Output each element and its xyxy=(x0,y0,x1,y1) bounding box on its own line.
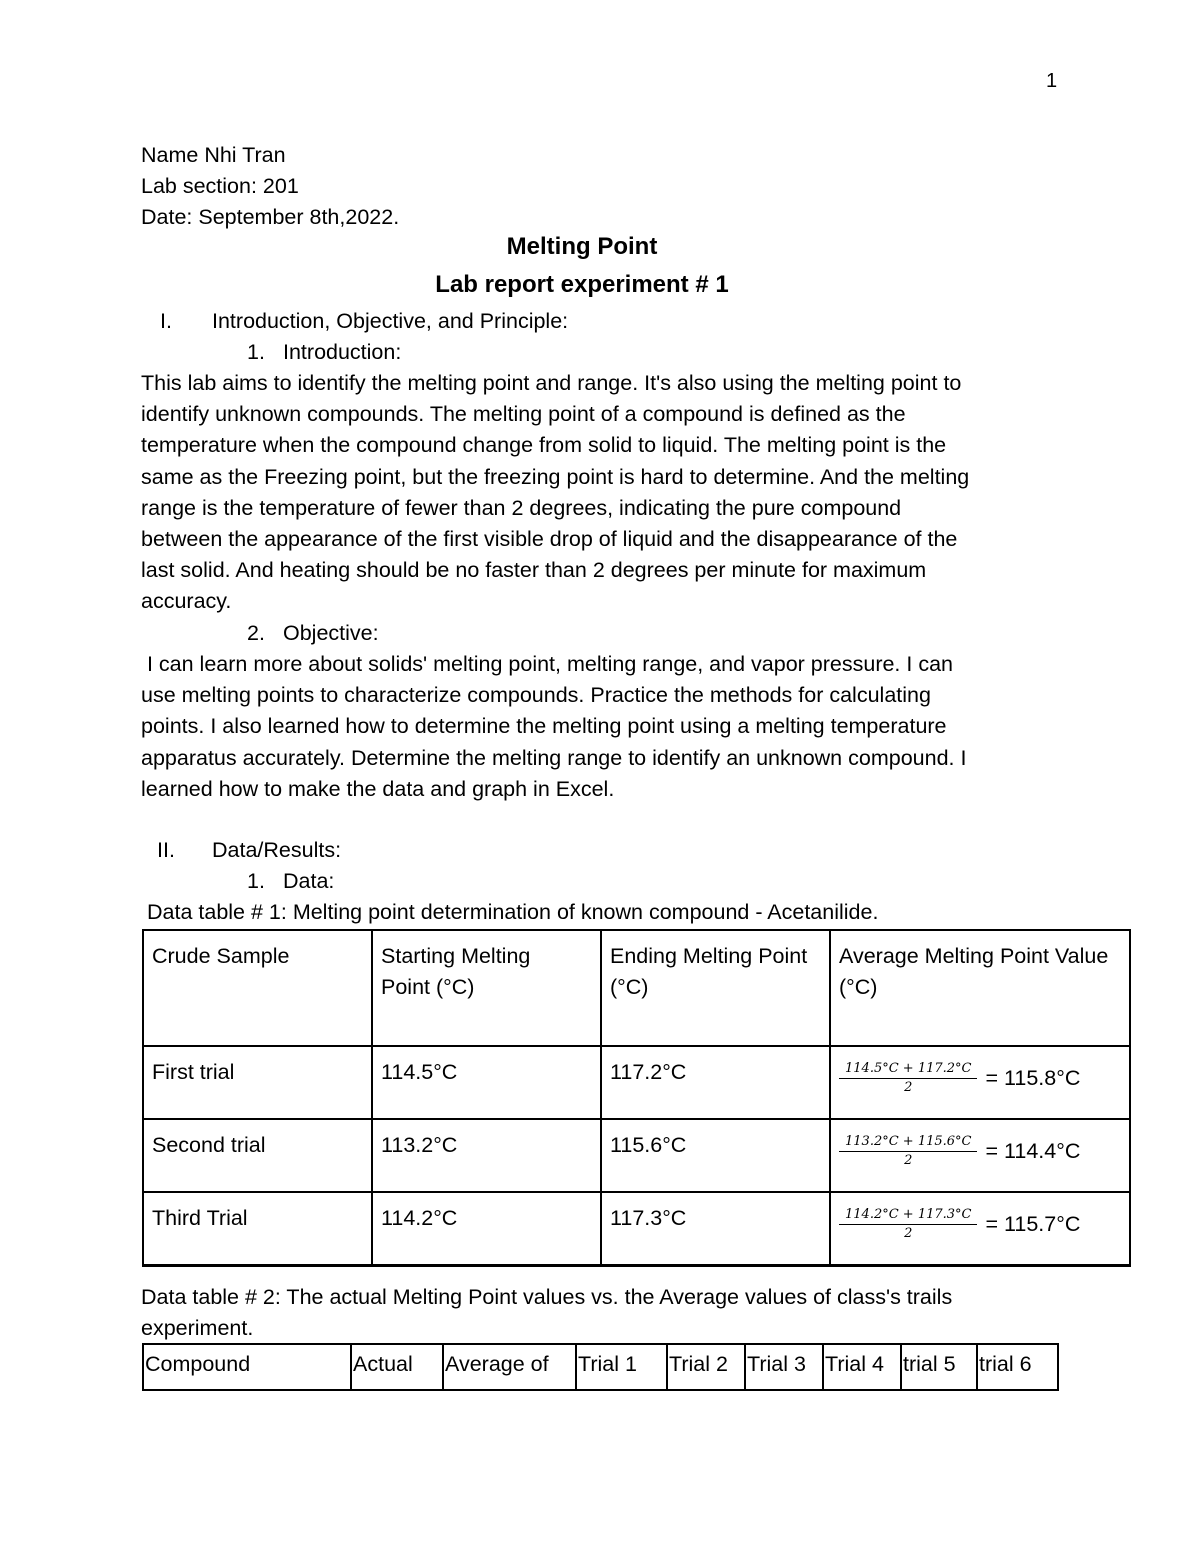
table-row xyxy=(143,1192,1130,1266)
cell-start: 113.2°C xyxy=(372,1119,601,1192)
section-1-heading: Introduction, Objective, and Principle: xyxy=(212,309,569,333)
data-heading: Data: xyxy=(283,869,335,893)
cell-end: 117.3°C xyxy=(601,1192,830,1266)
intro-line: This lab aims to identify the melting point and range. It's also using the melting point to xyxy=(141,371,962,395)
fraction-denominator: 2 xyxy=(904,1226,913,1241)
fraction-denominator: 2 xyxy=(904,1080,913,1095)
header-trial-5: trial 5 xyxy=(901,1344,977,1390)
header-ending-mp: Ending Melting Point (°C) xyxy=(601,930,830,1046)
intro-line: same as the Freezing point, but the freezing point is hard to determine. And the melting xyxy=(141,464,970,489)
header-starting-mp: Starting Melting Point (°C) xyxy=(372,930,601,1046)
document-subtitle: Lab report experiment # 1 xyxy=(435,271,729,298)
section-2-heading: Data/Results: xyxy=(212,838,342,862)
objective-number: 2. xyxy=(247,621,265,645)
header-trial-2: Trial 2 xyxy=(667,1344,745,1390)
table-header-row xyxy=(143,1344,1058,1390)
fraction xyxy=(839,1134,977,1169)
intro-line: last solid. And heating should be no faster than 2 degrees per minute for maximum xyxy=(141,558,927,583)
class-average-table xyxy=(142,1343,1059,1391)
cell-end: 115.6°C xyxy=(601,1119,830,1192)
average-result: = 114.4°C xyxy=(985,1139,1081,1163)
cell-sample: Second trial xyxy=(143,1119,372,1192)
intro-line: accuracy. xyxy=(141,589,232,614)
cell-average xyxy=(830,1046,1130,1119)
objective-heading: Objective: xyxy=(283,621,379,645)
data-number: 1. xyxy=(247,869,265,893)
table-row xyxy=(143,1046,1130,1119)
header-trial-3: Trial 3 xyxy=(745,1344,823,1390)
fraction-numerator: 114.2°C + 117.3°C xyxy=(839,1207,977,1225)
cell-average xyxy=(830,1119,1130,1192)
objective-paragraph xyxy=(141,649,1071,805)
table-1-caption: Data table # 1: Melting point determination of known compound - Acetanilide. xyxy=(147,900,879,924)
table-2-caption-line-2: experiment. xyxy=(141,1316,254,1340)
document-title: Melting Point xyxy=(506,233,658,260)
intro-number: 1. xyxy=(247,340,265,364)
intro-line: identify unknown compounds. The melting point of a compound is defined as the xyxy=(141,402,906,427)
header-crude-sample: Crude Sample xyxy=(143,930,372,1046)
fraction xyxy=(839,1061,977,1096)
average-calculation xyxy=(839,1061,1129,1096)
report-date: Date: September 8th,2022. xyxy=(141,205,400,229)
cell-sample: First trial xyxy=(143,1046,372,1119)
fraction xyxy=(839,1207,977,1242)
header-compound: Compound xyxy=(143,1344,351,1390)
average-calculation xyxy=(839,1207,1129,1242)
page-number: 1 xyxy=(1046,70,1058,92)
cell-start: 114.2°C xyxy=(372,1192,601,1266)
introduction-paragraph xyxy=(141,368,1071,618)
cell-start: 114.5°C xyxy=(372,1046,601,1119)
header-trial-4: Trial 4 xyxy=(823,1344,901,1390)
header-average-mp: Average Melting Point Value (°C) xyxy=(830,930,1130,1046)
intro-line: between the appearance of the first visible drop of liquid and the disappearance of the xyxy=(141,527,958,552)
section-1-numeral: I. xyxy=(160,309,172,333)
objective-line: apparatus accurately. Determine the melting range to identify an unknown compound. I xyxy=(141,745,967,770)
cell-average xyxy=(830,1192,1130,1266)
table-row xyxy=(143,1119,1130,1192)
fraction-numerator: 114.5°C + 117.2°C xyxy=(839,1061,977,1079)
objective-line: learned how to make the data and graph in Excel. xyxy=(141,776,615,801)
table-2-caption-line-1: Data table # 2: The actual Melting Point values vs. the Average values of class's trails xyxy=(141,1285,953,1309)
average-result: = 115.7°C xyxy=(985,1212,1081,1236)
melting-point-table xyxy=(142,929,1131,1267)
average-calculation xyxy=(839,1134,1129,1169)
section-2-numeral: II. xyxy=(157,838,175,862)
intro-heading: Introduction: xyxy=(283,340,402,364)
objective-line: points. I also learned how to determine the melting point using a melting temperature xyxy=(141,714,947,739)
objective-line: use melting points to characterize compounds. Practice the methods for calculating xyxy=(141,683,931,708)
fraction-numerator: 113.2°C + 115.6°C xyxy=(839,1134,977,1152)
average-result: = 115.8°C xyxy=(985,1066,1081,1090)
header-trial-6: trial 6 xyxy=(977,1344,1058,1390)
intro-line: range is the temperature of fewer than 2 degrees, indicating the pure compound xyxy=(141,495,902,520)
header-trial-1: Trial 1 xyxy=(576,1344,667,1390)
table-header-row xyxy=(143,930,1130,1046)
fraction-denominator: 2 xyxy=(904,1153,913,1168)
cell-sample: Third Trial xyxy=(143,1192,372,1266)
student-name: Name Nhi Tran xyxy=(141,143,286,167)
objective-line: I can learn more about solids' melting point, melting range, and vapor pressure. I can xyxy=(141,652,953,676)
header-actual: Actual xyxy=(351,1344,443,1390)
header-average-of: Average of xyxy=(443,1344,576,1390)
cell-end: 117.2°C xyxy=(601,1046,830,1119)
intro-line: temperature when the compound change from solid to liquid. The melting point is the xyxy=(141,433,947,458)
lab-section: Lab section: 201 xyxy=(141,174,299,198)
